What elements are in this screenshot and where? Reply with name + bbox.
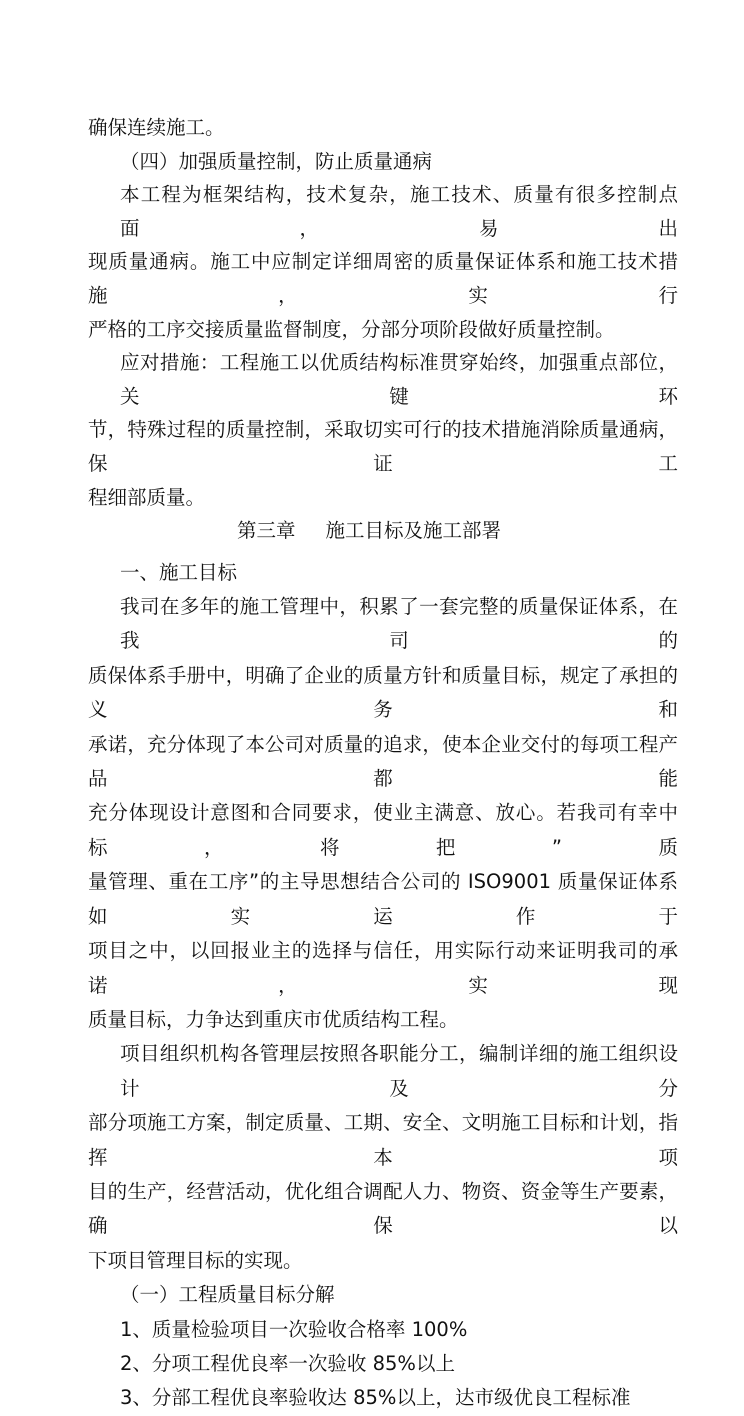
paragraph-line: 本工程为框架结构，技术复杂，施工技术、质量有很多控制点面，易出: [120, 183, 678, 240]
paragraph-line: 质量目标，力争达到重庆市优质结构工程。: [88, 1007, 459, 1031]
paragraph-line: 量管理、重在工序”的主导思想结合公司的 ISO9001 质量保证体系如实运作于: [88, 870, 678, 928]
paragraph-line: 现质量通病。施工中应制定详细周密的质量保证体系和施工技术措施，实行: [88, 250, 678, 307]
subheading: （一）工程质量目标分解: [120, 1283, 335, 1307]
paragraph-line: 程细部质量。: [88, 485, 206, 509]
chapter-heading: [88, 515, 678, 547]
paragraph-line: 严格的工序交接质量监督制度，分部分项阶段做好质量控制。: [88, 317, 615, 341]
paragraph-line: 承诺，充分体现了本公司对质量的追求，使本企业交付的每项工程产品都能: [88, 732, 678, 791]
chapter-title: 施工目标及施工部署: [325, 518, 502, 542]
paragraph-line: 充分体现设计意图和合同要求，使业主满意、放心。若我司有幸中标，将把”质: [88, 801, 678, 859]
section-quality-control: [88, 111, 678, 514]
section-construction-goals: [88, 556, 678, 1416]
paragraph-line: 质保体系手册中，明确了企业的质量方针和质量目标，规定了承担的义务和: [88, 663, 678, 722]
subheading: （四）加强质量控制，防止质量通病: [120, 149, 433, 173]
list-item: 2、分项工程优良率一次验收 85%以上: [120, 1351, 455, 1375]
paragraph-line: 我司在多年的施工管理中，积累了一套完整的质量保证体系，在我司的: [120, 595, 678, 653]
paragraph-line: 确保连续施工。: [88, 116, 225, 139]
paragraph-line: 部分项施工方案，制定质量、工期、安全、文明施工目标和计划，指挥本项: [88, 1111, 678, 1169]
paragraph-line: 项目组织机构各管理层按照各职能分工，编制详细的施工组织设计及分: [120, 1042, 678, 1100]
paragraph-line: 项目之中，以回报业主的选择与信任，用实际行动来证明我司的承诺，实现: [88, 939, 678, 997]
paragraph-line: 下项目管理目标的实现。: [88, 1248, 303, 1272]
paragraph-line: 应对措施：工程施工以优质结构标准贯穿始终，加强重点部位，关键环: [120, 351, 678, 408]
section-heading: 一、施工目标: [120, 560, 238, 584]
paragraph-line: 目的生产，经营活动，优化组合调配人力、物资、资金等生产要素，确保以: [88, 1179, 678, 1238]
chapter-number: 第三章: [237, 518, 296, 542]
list-item: 1、质量检验项目一次验收合格率 100%: [120, 1317, 468, 1341]
paragraph-line: 节，特殊过程的质量控制，采取切实可行的技术措施消除质量通病，保证工: [88, 418, 678, 475]
list-item: 3、分部工程优良率验收达 85%以上，达市级优良工程标准: [120, 1386, 631, 1410]
